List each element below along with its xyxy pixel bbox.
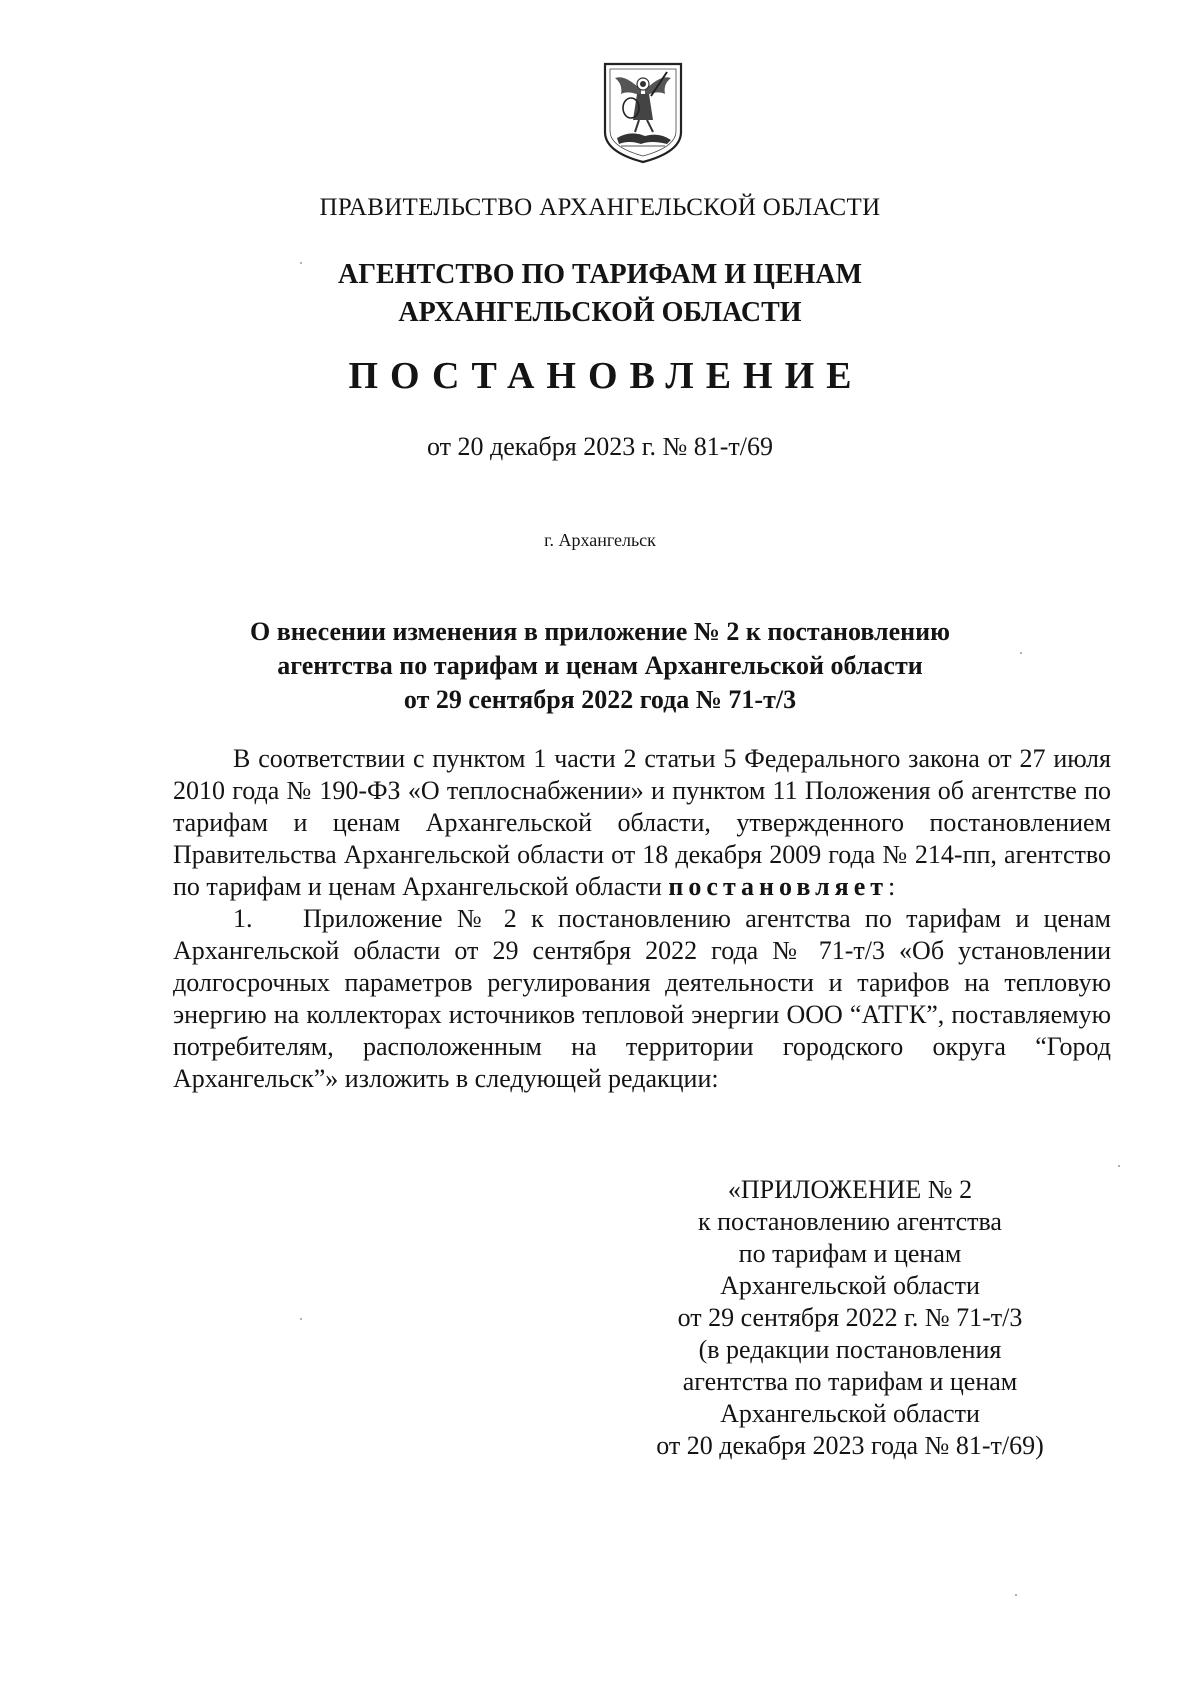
document-body xyxy=(173,743,1111,1095)
coat-of-arms-emblem xyxy=(601,60,685,166)
agency-name-line2: АРХАНГЕЛЬСКОЙ ОБЛАСТИ xyxy=(398,297,802,328)
agency-name xyxy=(0,256,1200,332)
document-date-number: от 20 декабря 2023 г. № 81-т/69 xyxy=(426,432,774,461)
appendix-line: агентства по тарифам и ценам xyxy=(682,1367,1018,1396)
document-subject xyxy=(0,615,1200,717)
appendix-line: Архангельской области xyxy=(720,1399,980,1428)
appendix-line: к постановлению агентства xyxy=(698,1207,1002,1236)
appendix-header xyxy=(630,1174,1070,1462)
agency-name-line1: АГЕНТСТВО ПО ТАРИФАМ И ЦЕНАМ xyxy=(337,259,863,290)
appendix-line: от 29 сентября 2022 г. № 71-т/3 xyxy=(677,1303,1023,1332)
scan-speck xyxy=(1020,652,1022,654)
item-1-text: Приложение № 2 к постановлению агентства по тарифам и ценам Архангельской области от 29 сентября 2022 года № 71-т/3 «Об установлении долгосрочных параметров регулирования деятельности и тарифов на тепловую энергию на коллекторах источников тепловой энергии ООО “АТГК”, поставляемую потребителям, расположенным на территории городского округа “Город Архангельск”» изложить в следующей редакции: xyxy=(173,904,1111,1093)
scan-speck xyxy=(1118,1165,1120,1167)
government-name: ПРАВИТЕЛЬСТВО АРХАНГЕЛЬСКОЙ ОБЛАСТИ xyxy=(319,194,881,221)
appendix-line: (в редакции постановления xyxy=(698,1335,1002,1364)
subject-line3: от 29 сентября 2022 года № 71-т/3 xyxy=(403,685,797,714)
item-1-paragraph xyxy=(173,903,1111,1095)
document-type-title: ПОСТАНОВЛЕНИЕ xyxy=(348,355,864,397)
scan-speck xyxy=(300,262,302,264)
resolves-colon: : xyxy=(888,872,896,901)
subject-line2: агентства по тарифам и ценам Архангельской области xyxy=(277,651,923,680)
appendix-line: «ПРИЛОЖЕНИЕ № 2 xyxy=(727,1175,973,1204)
scan-speck xyxy=(1015,1594,1017,1596)
appendix-line: Архангельской области xyxy=(720,1271,980,1300)
preamble-text: В соответствии с пунктом 1 части 2 статьи 5 Федерального закона от 27 июля 2010 года № 190-ФЗ «О теплоснабжении» и пунктом 11 Положения об агентстве по тарифам и ценам Архангельской области, утвержденного постановлением Правительства Архангельской области от 18 декабря 2009 года № 214-пп, агентство по тарифам и ценам Архангельской области xyxy=(173,744,1111,901)
scan-speck xyxy=(300,1318,302,1320)
item-1-number: 1. xyxy=(233,904,253,933)
appendix-line: по тарифам и ценам xyxy=(738,1239,962,1268)
preamble-paragraph xyxy=(173,743,1111,903)
resolves-word: постановляет xyxy=(668,872,889,901)
subject-line1: О внесении изменения в приложение № 2 к постановлению xyxy=(250,617,950,646)
document-city: г. Архангельск xyxy=(544,530,656,550)
appendix-line: от 20 декабря 2023 года № 81-т/69) xyxy=(656,1431,1044,1460)
